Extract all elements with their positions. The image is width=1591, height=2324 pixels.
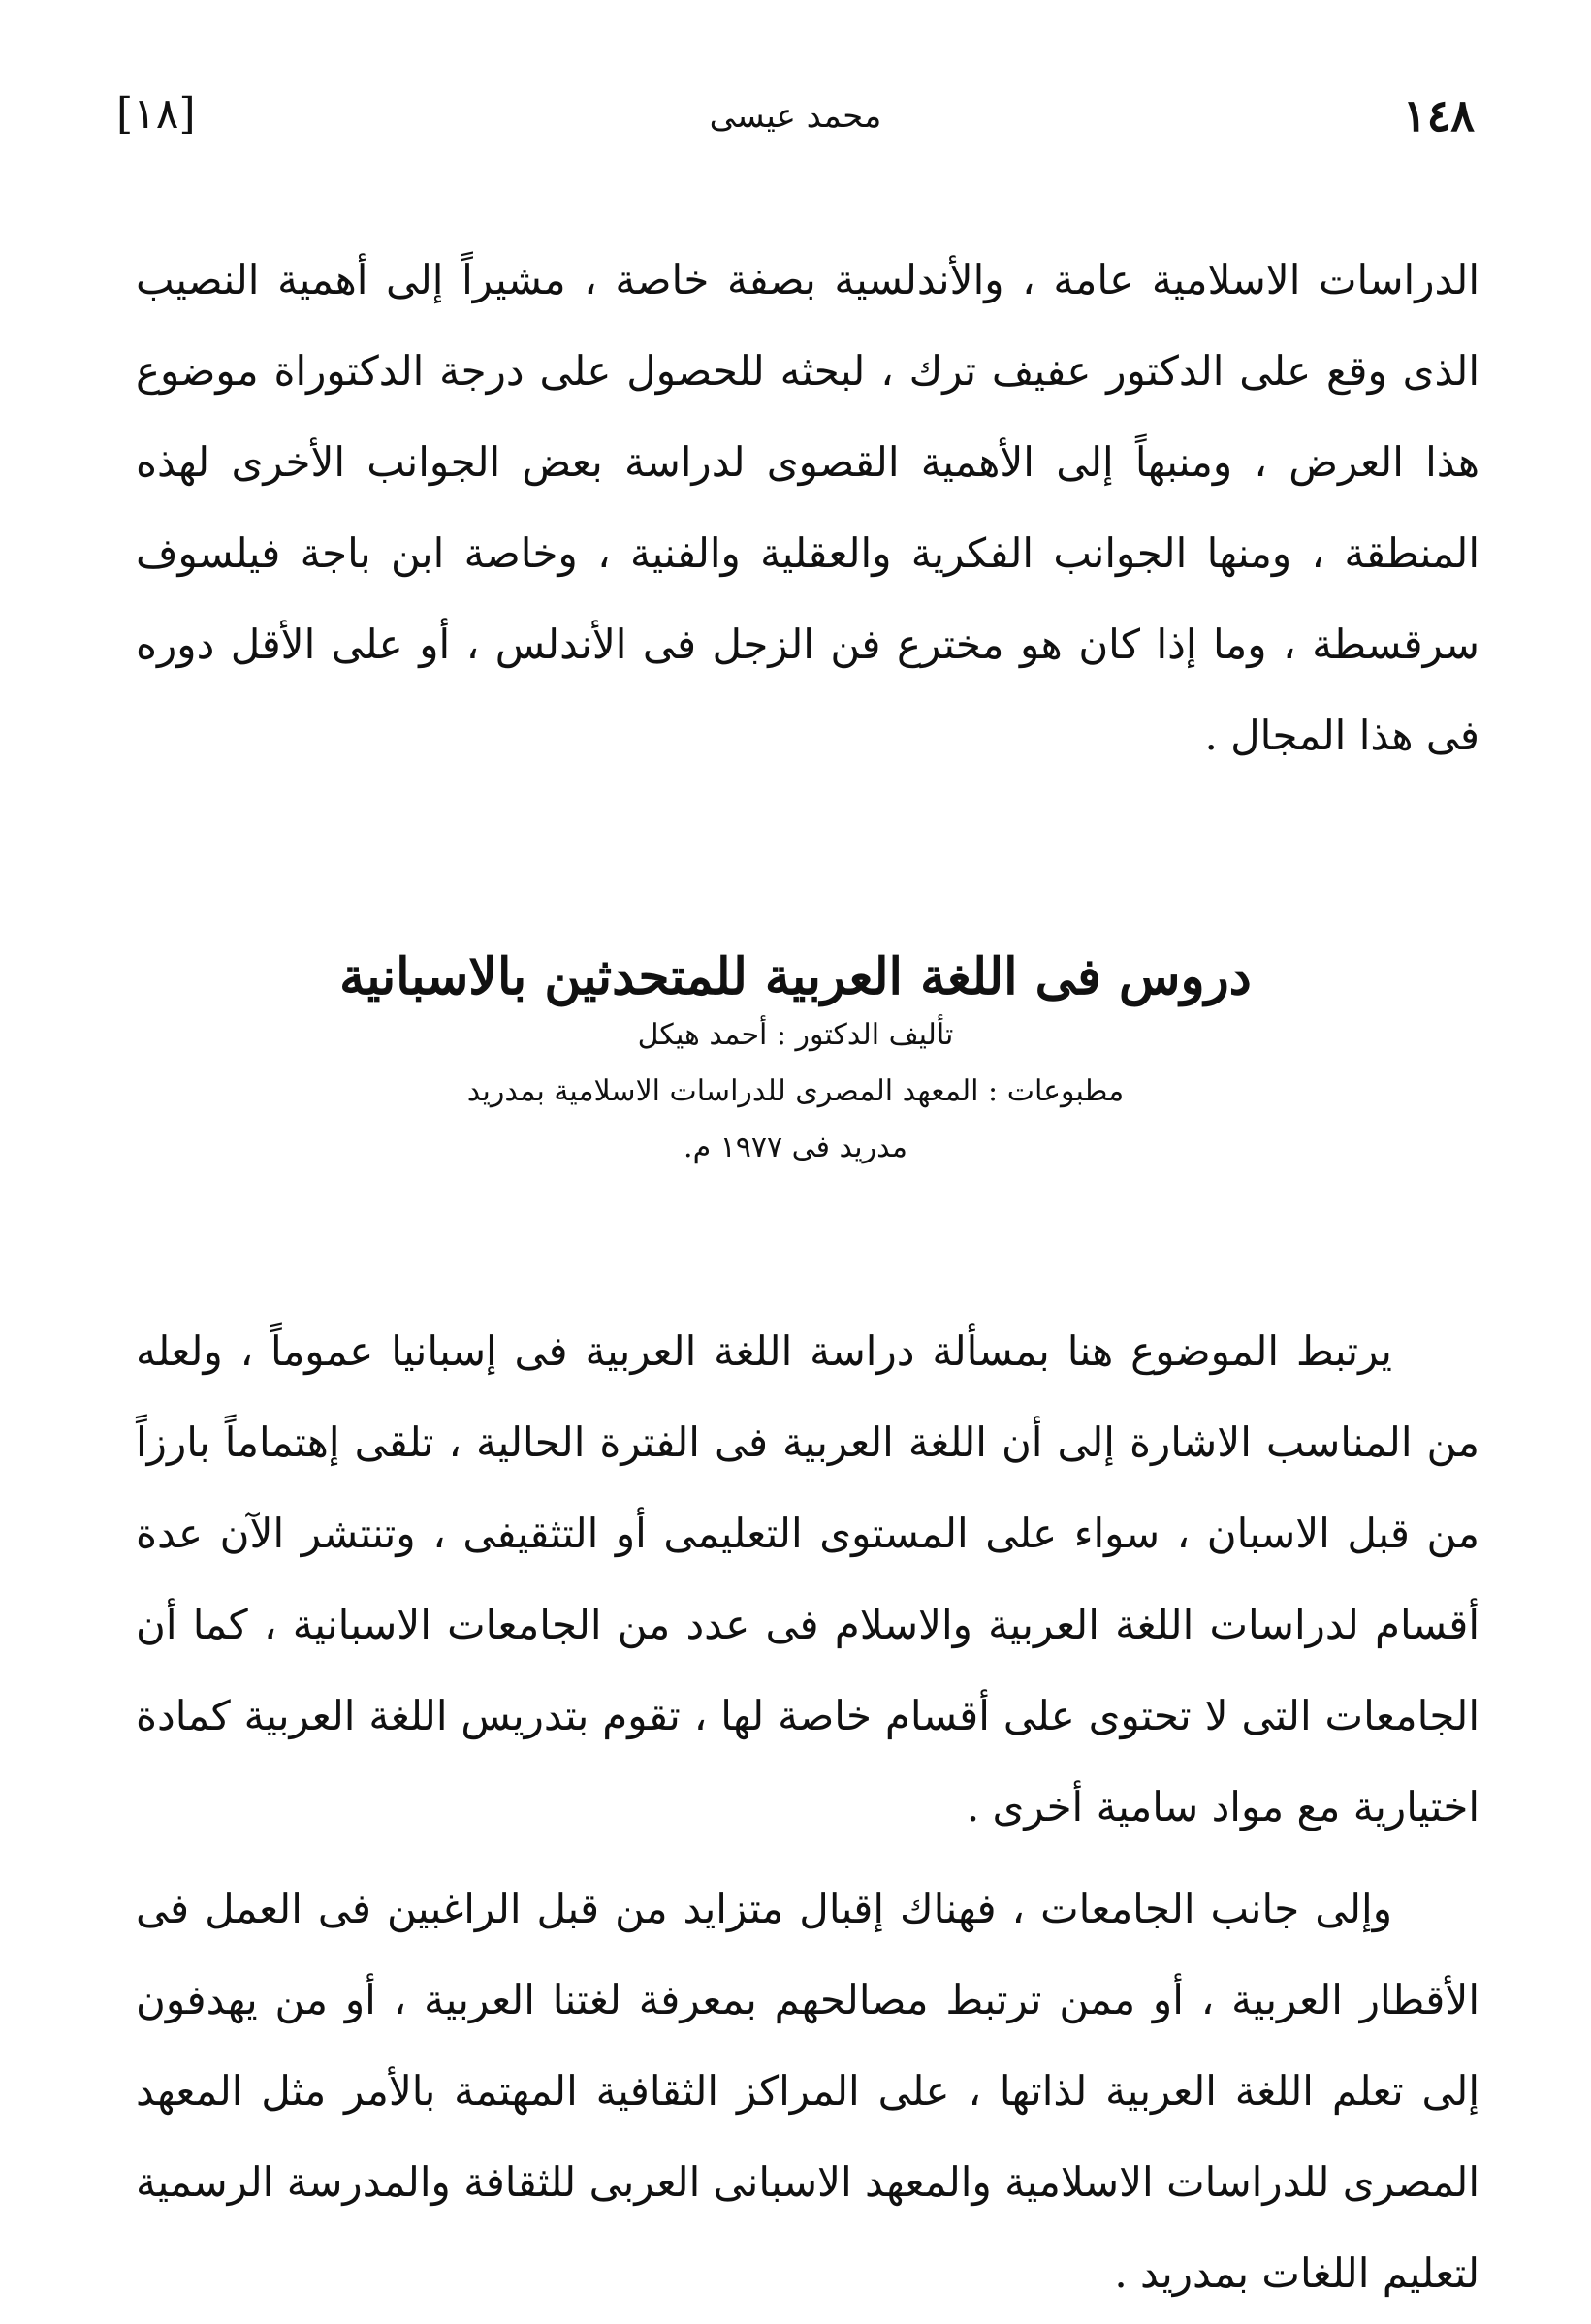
review-author-line: تأليف الدكتور : أحمد هيكل: [637, 1018, 954, 1052]
review-date-line: مدريد فى ١٩٧٧ م.: [684, 1130, 907, 1164]
section-number: [١٨]: [116, 89, 196, 139]
review-title: دروس فى اللغة العربية للمتحدثين بالاسبانية: [339, 947, 1252, 1007]
review-paragraph-2: وإلى جانب الجامعات ، فهناك إقبال متزايد من قبل الراغبين فى العمل فى الأقطار العربية ، أو ممن ترتبط مصالحهم بمعرفة لغتنا العربية ، أو من يهدفون إلى تعلم اللغة العربية لذاتها ، على المراكز الثقافية المهتمة بالأمر مثل المعهد المصرى للدراسات الاسلامية والمعهد الاسبانى العربى للثقافة والمدرسة الرسمية لتعليم اللغات بمدريد .: [136, 1885, 1480, 2297]
page-header: [116, 89, 1475, 157]
review-publisher-line: مطبوعات : المعهد المصرى للدراسات الاسلامية بمدريد: [466, 1074, 1125, 1108]
intro-paragraph: الدراسات الاسلامية عامة ، والأندلسية بصفة خاصة ، مشيراً إلى أهمية النصيب الذى وقع على الدكتور عفيف ترك ، لبحثه للحصول على درجة الدكتوراة موضوع هذا العرض ، ومنبهاً إلى الأهمية القصوى لدراسة بعض الجوانب الأخرى لهذه المنطقة ، ومنها الجوانب الفكرية والعقلية والفنية ، وخاصة ابن باجة فيلسوف سرقسطة ، وما إذا كان هو مخترع فن الزجل فى الأندلس ، أو على الأقل دوره فى هذا المجال .: [136, 256, 1480, 759]
running-head-author: محمد عيسى: [709, 97, 882, 136]
page-number: ١٤٨: [1402, 89, 1475, 142]
review-paragraph-1: يرتبط الموضوع هنا بمسألة دراسة اللغة العربية فى إسبانيا عموماً ، ولعله من المناسب الاشارة إلى أن اللغة العربية فى الفترة الحالية ، تلقى إهتماماً بارزاً من قبل الاسبان ، سواء على المستوى التعليمى أو التثقيفى ، وتنتشر الآن عدة أقسام لدراسات اللغة العربية والاسلام فى عدد من الجامعات الاسبانية ، كما أن الجامعات التى لا تحتوى على أقسام خاصة لها ، تقوم بتدريس اللغة العربية كمادة اختيارية مع مواد سامية أخرى .: [136, 1327, 1480, 1831]
